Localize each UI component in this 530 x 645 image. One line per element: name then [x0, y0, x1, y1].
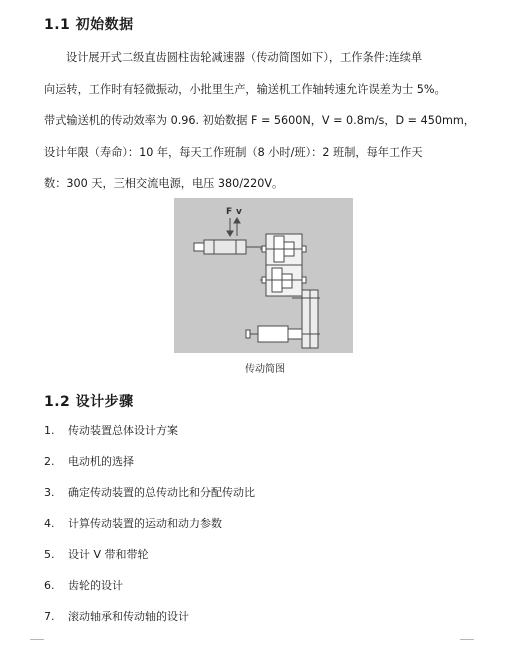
list-number: 4. [44, 517, 55, 530]
list-item [44, 482, 255, 513]
list-number: 7. [44, 610, 55, 623]
list-text: 齿轮的设计 [68, 579, 123, 592]
paragraph-line: 设计展开式二级直齿圆柱齿轮减速器（传动简图如下），工作条件:连续单 [66, 51, 423, 64]
page-corner-mark [460, 639, 474, 640]
list-text: 设计 V 带和带轮 [68, 548, 149, 561]
paragraph-line: 带式输送机的传动效率为 0.96. 初始数据 F = 5600N，V = 0.8m/s，D = 450mm， [44, 114, 475, 127]
list-number: 3. [44, 486, 55, 499]
paragraph-line: 向运转，工作时有轻微振动，小批里生产，输送机工作轴转速允许误差为士 5%。 [44, 82, 446, 96]
section-heading-initial-data: 1.1 初始数据 [44, 17, 134, 33]
list-item [44, 544, 255, 575]
list-item [44, 420, 255, 451]
design-steps-list [44, 420, 255, 637]
list-item [44, 575, 255, 606]
velocity-label: v [236, 207, 242, 217]
list-text: 滚动轴承和传动轴的设计 [68, 610, 189, 623]
force-label: F [226, 207, 233, 217]
list-text: 传动装置总体设计方案 [68, 424, 178, 437]
paragraph-line: 数：300 天，三相交流电源，电压 380/220V。 [44, 177, 284, 190]
list-item [44, 513, 255, 544]
section-heading-design-steps: 1.2 设计步骤 [44, 394, 134, 410]
list-number: 1. [44, 424, 55, 437]
list-text: 确定传动装置的总传动比和分配传动比 [68, 486, 255, 499]
list-number: 2. [44, 455, 55, 468]
paragraph-line: 设计年限（寿命）：10 年，每天工作班制（8 小时/班）：2 班制，每年工作天 [44, 145, 423, 159]
list-number: 5. [44, 548, 55, 561]
list-number: 6. [44, 579, 55, 592]
list-item [44, 606, 255, 637]
figure-caption: 传动简图 [245, 364, 285, 375]
page-corner-mark [30, 639, 44, 640]
transmission-diagram [174, 198, 353, 353]
list-item [44, 451, 255, 482]
list-text: 电动机的选择 [68, 455, 134, 468]
initial-data-paragraph [44, 42, 474, 200]
list-text: 计算传动装置的运动和动力参数 [68, 517, 222, 530]
